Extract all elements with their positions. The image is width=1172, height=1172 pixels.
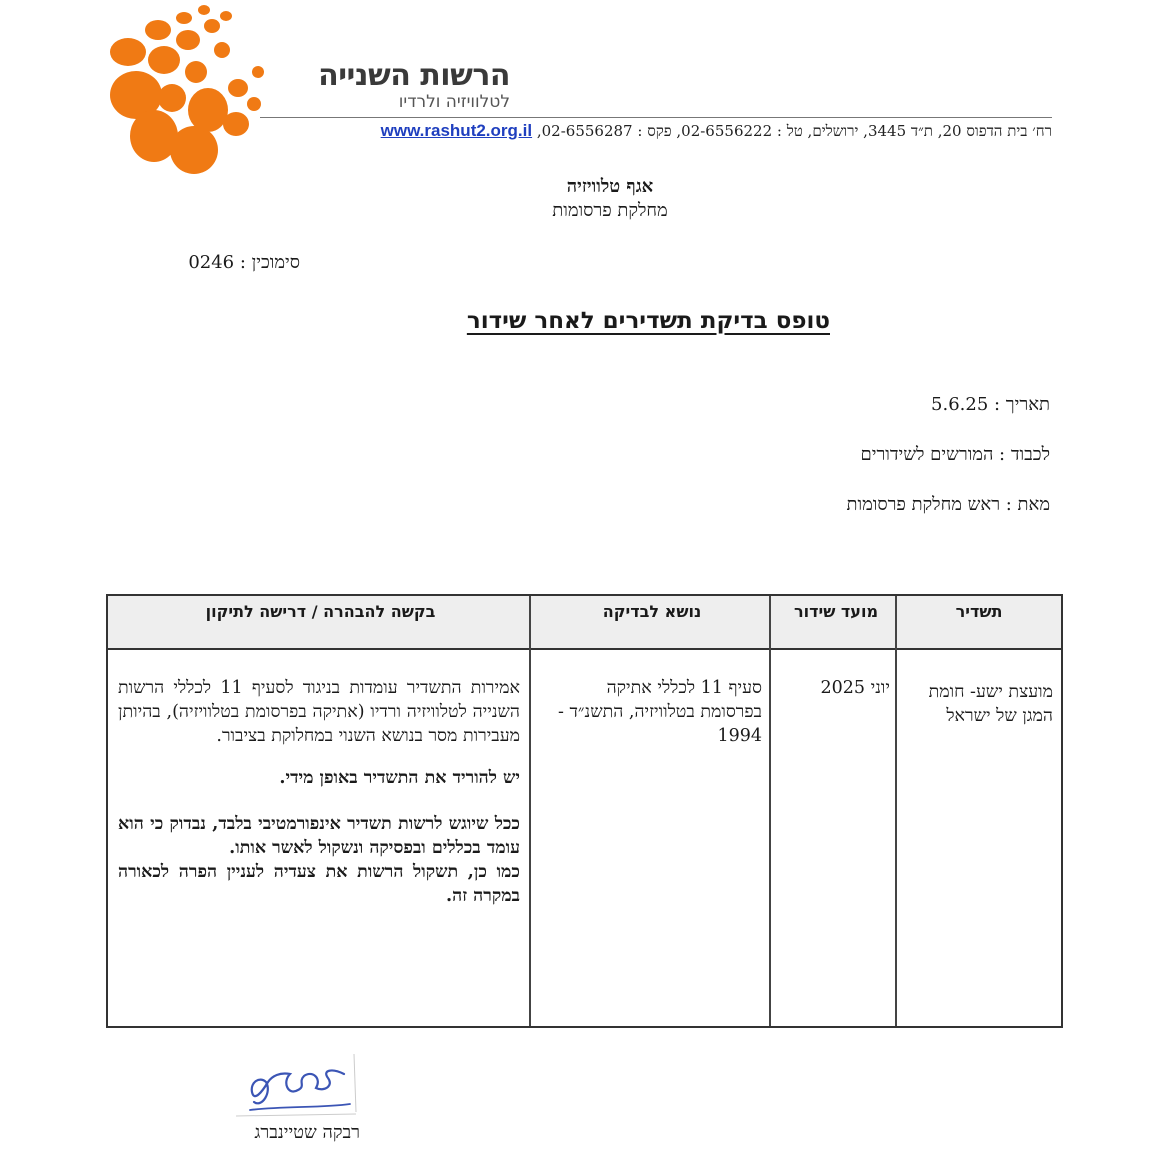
address-line	[140, 121, 1052, 141]
recipient-line: לכבוד : המורשים לשידורים	[860, 444, 1050, 465]
sender-line: מאת : ראש מחלקת פרסומות	[846, 494, 1050, 515]
cell-ad-name: מועצת ישע- חומת המגן של ישראל	[928, 682, 1053, 726]
address-text: רח׳ בית הדפוס 20, ת״ד 3445, ירושלים, טל : 02-6556222, פקס : 02-6556287,	[532, 122, 1052, 140]
department-name: אגף טלוויזיה	[566, 176, 654, 197]
signature-image	[232, 1052, 362, 1120]
letterhead-divider	[260, 117, 1052, 118]
cell-request	[118, 676, 520, 908]
document-date: תאריך : 5.6.25	[931, 394, 1050, 415]
cell-subject: סעיף 11 לכללי אתיקה בפרסומת בטלוויזיה, התשנ״ד - 1994	[558, 678, 762, 746]
column-divider	[769, 596, 771, 1026]
department-unit: מחלקת פרסומות	[552, 200, 668, 221]
column-divider	[529, 596, 531, 1026]
column-divider	[895, 596, 897, 1026]
cell-airtime: יוני 2025	[820, 678, 890, 698]
header-subject: נושא לבדיקה	[602, 602, 702, 621]
request-directive: יש להוריד את התשדיר באופן מידי.	[279, 768, 520, 788]
signer-name: רבקה שטיינברג	[254, 1122, 360, 1143]
signature-scribble	[232, 1052, 362, 1120]
document-title: טופס בדיקת תשדירים לאחר שידור	[466, 308, 830, 334]
organization-subtitle: לטלוויזיה ולרדיו	[398, 92, 510, 112]
organization-name: הרשות השנייה	[318, 58, 510, 93]
request-finding: אמירות התשדיר עומדות בניגוד לסעיף 11 לכללי הרשות השנייה לטלוויזיה ורדיו (אתיקה בפרסומת בטלוויזיה), בהיותן מעבירות מסר בנושא השנוי במחלוקת בציבור.	[118, 678, 520, 746]
header-airtime: מועד שידור	[793, 602, 879, 621]
request-enforcement: כמו כן, תשקול הרשות את צעדיה לעניין הפרה לכאורה במקרה זה.	[118, 862, 520, 906]
reference-number: סימוכין : 0246	[188, 252, 300, 273]
request-alternative: ככל שיוגש לרשות תשדיר אינפורמטיבי בלבד, נבדוק כי הוא עומד בכללים ובפסיקה ונשקול לאשר אותו.	[118, 814, 520, 858]
header-request: בקשה להבהרה / דרישה לתיקון	[205, 602, 436, 621]
department-block	[400, 176, 820, 221]
header-ad: תשדיר	[955, 602, 1003, 621]
website-link[interactable]: www.rashut2.org.il	[380, 121, 533, 140]
review-table	[106, 594, 1063, 1028]
